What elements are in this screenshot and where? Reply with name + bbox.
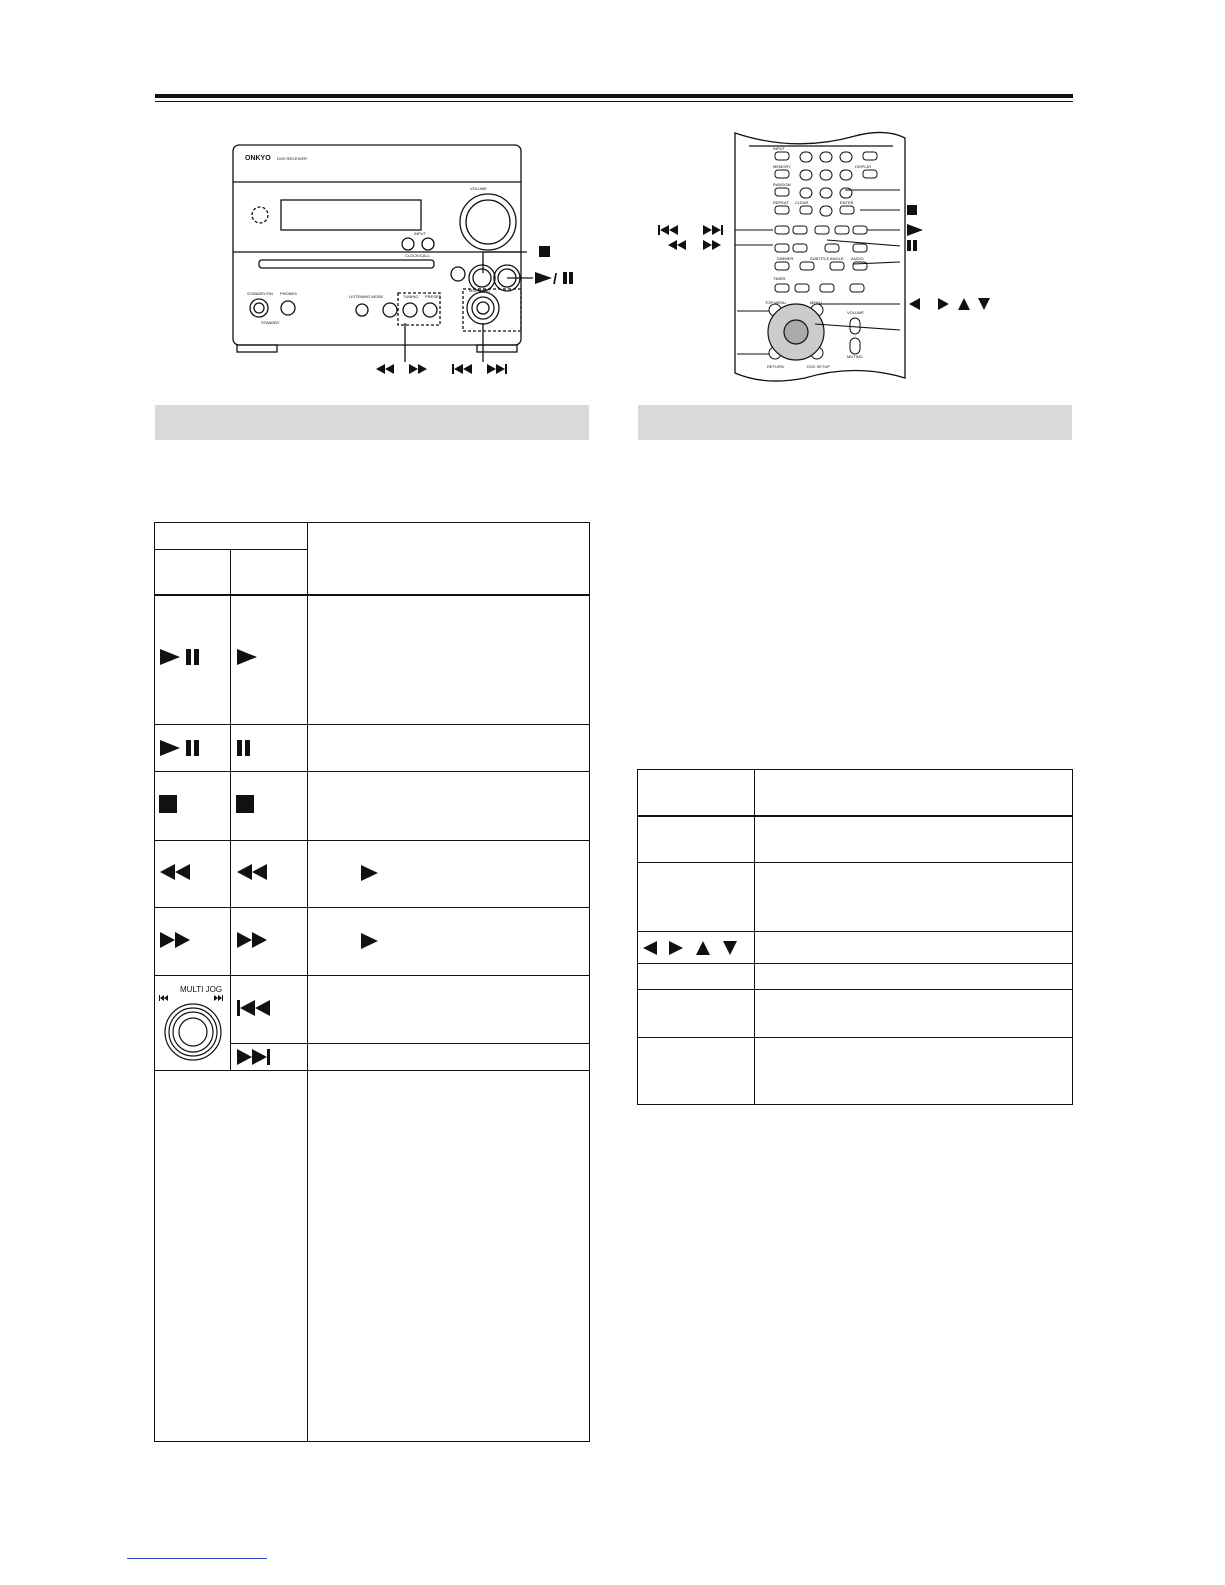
svg-text:DIMMER: DIMMER (777, 256, 794, 261)
remote-rewind-icon (668, 240, 686, 250)
front-panel-illustration (215, 140, 595, 385)
description-play-icon-2 (360, 932, 384, 950)
svg-text:RETURN: RETURN (767, 364, 784, 369)
remote-illustration (655, 128, 1015, 388)
unit-stop-icon (158, 794, 182, 816)
svg-text:PRESET: PRESET (425, 294, 442, 299)
remote-previous-icon-cell (235, 998, 279, 1018)
svg-text:STANDBY: STANDBY (261, 320, 280, 325)
multi-jog-dial-icon (158, 982, 228, 1066)
unit-play-pause-icon-2 (158, 738, 208, 758)
remote-stop-icon-cell (235, 794, 259, 816)
svg-text:MULTI JOG: MULTI JOG (180, 985, 223, 994)
svg-text:INPUT: INPUT (773, 146, 785, 151)
svg-text:MULTI JOG: MULTI JOG (469, 288, 491, 293)
svg-text:RANDOM: RANDOM (773, 182, 791, 187)
svg-text:INPUT: INPUT (414, 231, 426, 236)
header-rule-thick (155, 94, 1073, 98)
svg-text:DVD RECEIVER: DVD RECEIVER (277, 156, 308, 161)
svg-text:DISPLAY: DISPLAY (855, 164, 872, 169)
footer-link-underline[interactable] (127, 1558, 267, 1559)
arrow-keys-icon (641, 938, 751, 958)
svg-text:VOLUME: VOLUME (847, 310, 864, 315)
svg-text:CLOCK/CALL: CLOCK/CALL (405, 253, 430, 258)
svg-text:ONKYO: ONKYO (245, 155, 271, 162)
remote-fast-forward-icon (703, 240, 721, 250)
unit-rewind-icon (158, 862, 198, 882)
remote-play-icon (907, 224, 923, 236)
rewind-icon (376, 364, 394, 374)
header-rule-thin (155, 101, 1073, 102)
svg-text:MUTING: MUTING (847, 354, 863, 359)
play-icon (535, 272, 552, 284)
remote-next-icon-cell (235, 1048, 279, 1066)
remote-play-icon-cell (235, 647, 265, 667)
svg-text:/: / (553, 271, 558, 288)
svg-text:PHONES: PHONES (280, 291, 297, 296)
fast-forward-icon (409, 364, 427, 374)
remote-stop-icon (907, 205, 917, 215)
unit-fast-forward-icon (158, 930, 198, 950)
svg-text:TUNING: TUNING (403, 294, 419, 299)
remote-pause-icon (907, 240, 917, 251)
stop-icon (539, 246, 550, 257)
svg-text:STANDBY/ON: STANDBY/ON (247, 291, 273, 296)
svg-text:CLEAR: CLEAR (795, 200, 809, 205)
svg-text:ENTER: ENTER (840, 200, 854, 205)
svg-text:ANGLE: ANGLE (830, 256, 844, 261)
svg-text:MENU: MENU (810, 300, 822, 305)
svg-text:REPEAT: REPEAT (773, 200, 789, 205)
svg-text:LISTENING MODE: LISTENING MODE (349, 294, 384, 299)
remote-fast-forward-icon-cell (235, 930, 275, 950)
svg-text:AUDIO: AUDIO (851, 256, 864, 261)
svg-text:TOP MENU: TOP MENU (765, 300, 786, 305)
svg-text:SUBTITLE: SUBTITLE (810, 256, 830, 261)
next-icon (487, 364, 507, 374)
svg-text:DVD SETUP: DVD SETUP (807, 364, 830, 369)
unit-play-pause-icon (158, 647, 208, 667)
svg-text:VOLUME: VOLUME (470, 186, 487, 191)
pause-icon (563, 272, 567, 284)
remote-rewind-icon-cell (235, 862, 275, 882)
right-section-heading-bar (638, 405, 1072, 440)
remote-previous-icon (658, 225, 678, 235)
left-section-heading-bar (155, 405, 589, 440)
remote-arrow-icons (909, 298, 990, 310)
remote-pause-icon-cell (235, 738, 265, 758)
description-play-icon (360, 864, 384, 882)
svg-text:MEMORY: MEMORY (773, 164, 791, 169)
previous-icon (452, 364, 472, 374)
svg-text:TIMER: TIMER (773, 276, 786, 281)
remote-next-icon (703, 225, 723, 235)
right-function-table (637, 769, 1073, 1105)
